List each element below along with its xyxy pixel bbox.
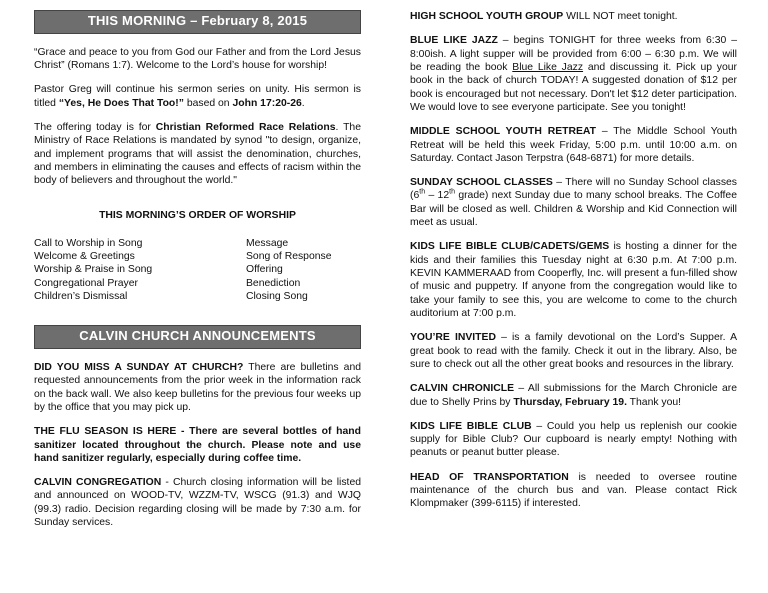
greeting-paragraph: “Grace and peace to you from God our Father and from the Lord Jesus Christ” (Romans 1:7). Welcome to the Lord’s house for worship!	[34, 46, 361, 71]
transportation-paragraph	[410, 471, 737, 511]
sermon-reference: John 17:20-26	[232, 97, 302, 109]
offering-name: Christian Reformed Race Relations	[155, 121, 336, 133]
youth-group-paragraph	[410, 10, 737, 23]
order-item: Call to Worship in Song	[34, 237, 143, 249]
youth-group-text: WILL NOT meet tonight.	[563, 11, 678, 22]
offering-text: The offering today is for	[34, 121, 156, 133]
order-item: Welcome & Greetings	[34, 251, 135, 263]
chronicle-text: – All submissions for the March Chronicle are due to Shelly Prins by	[410, 383, 737, 408]
sunday-school-text: – There will no Sunday School classes (6	[410, 177, 737, 202]
sermon-title: “Yes, He Does That Too!”	[58, 97, 184, 109]
sunday-school-heading: SUNDAY SCHOOL CLASSES	[410, 177, 553, 189]
superscript: th	[449, 188, 455, 196]
order-of-worship	[34, 237, 361, 304]
offering-description: . The Ministry of Race Relations is mandated by synod "to design, organize, and implement programs that will assist the denomination, churches, and members in eliminating the causes and effects of racism within the body of believers and throughout the world."	[34, 121, 361, 187]
order-item: Offering	[246, 264, 283, 276]
missed-sunday-text: There are bulletins and requested announcements from the prior week in the information rack on the back wall. We also keep bulletins for the previous four weeks up by the office that you may pick up.	[34, 361, 361, 413]
chronicle-text-end: Thank you!	[626, 396, 682, 408]
transportation-heading: HEAD OF TRANSPORTATION	[410, 471, 569, 483]
sermon-text: Pastor Greg will continue his sermon series on unity. His sermon is titled	[34, 84, 361, 109]
youre-invited-text: – is a family devotional on the Lord’s Supper. A great book to read with the family. Check it out in the library. Also, be sure to check out all the other great books and resources in the library.	[410, 332, 737, 370]
left-column	[34, 10, 361, 540]
book-title: Blue Like Jazz	[512, 61, 584, 73]
order-item: Benediction	[246, 277, 301, 289]
missed-sunday-heading: DID YOU MISS A SUNDAY AT CHURCH?	[34, 361, 244, 373]
retreat-text: – The Middle School Youth Retreat will be held this week Friday, 5:00 p.m. until 10:00 a.m. on Saturday. Contact Jason Terpstra (648-6871) for more details.	[410, 126, 737, 164]
sunday-school-paragraph	[410, 176, 737, 229]
kids-life-dinner-heading: KIDS LIFE BIBLE CLUB/CADETS/GEMS	[410, 241, 610, 253]
flu-season-text: THE FLU SEASON IS HERE - There are several bottles of hand sanitizer located throughout the church. Please note and use hand sanitizer regularly, especially during coffee time.	[34, 426, 361, 464]
right-column	[410, 10, 737, 522]
order-item: Closing Song	[246, 291, 308, 302]
kids-life-dinner-paragraph	[410, 240, 737, 320]
order-item: Worship & Praise in Song	[34, 264, 153, 276]
order-column-1	[34, 237, 246, 304]
retreat-paragraph	[410, 125, 737, 165]
order-column-2	[246, 237, 361, 304]
retreat-heading: MIDDLE SCHOOL YOUTH RETREAT	[410, 126, 597, 138]
blue-like-jazz-text-2: and discussing it. Pick up your book in the back of church TODAY! A suggested donation of $12 per book is encouraged but not necessary. Don't let $12 deter participation. We would love to see everyone participate. See you tonight!	[410, 61, 737, 113]
blue-like-jazz-text: – begins TONIGHT for three weeks from 6:30 – 8:00ish. A light supper will be provided from 6:00 – 6:30 p.m. We will be reading the book	[410, 35, 737, 73]
announcements-banner: CALVIN CHURCH ANNOUNCEMENTS	[34, 325, 361, 349]
order-of-worship-heading: THIS MORNING’S ORDER OF WORSHIP	[99, 210, 296, 222]
order-item: Song of Response	[246, 251, 332, 263]
congregation-heading: CALVIN CONGREGATION	[34, 477, 162, 489]
congregation-paragraph	[34, 476, 361, 529]
superscript: th	[419, 188, 426, 196]
bible-club-heading: KIDS LIFE BIBLE CLUB	[410, 420, 532, 432]
sermon-text-end: .	[301, 97, 305, 109]
bible-club-text: – Could you help us replenish our cookie supply for Bible Club? Our cupboard is nearly empty! Nothing with peanuts or peanut butter please.	[410, 420, 737, 459]
this-morning-banner: THIS MORNING – February 8, 2015	[34, 10, 361, 34]
kids-life-dinner-text: is hosting a dinner for the kids and their families this Tuesday night at 6:30 p.m. At 7:00 p.m. KEVIN KAMMERAAD from Cooperfly, Inc. will present a fun-filled show of music and puppetry. If anyone from the congregation would like to take your family to see this, you are welcome to come to the church auditorium at 7:00 p.m.	[410, 241, 737, 319]
congregation-text: - Church closing information will be listed and announced on WOOD-TV, WZZM-TV, WSCG (91.3) and WJQ (99.3) radio. Decision regarding closing will be made by 7:30 a.m. for Sunday services.	[34, 477, 362, 529]
sunday-school-text-3: grade) next Sunday due to many school breaks. The Coffee Bar will be closed as well. Children & Worship and Kid Connection will meet as usual.	[410, 190, 737, 229]
youre-invited-heading: YOU’RE INVITED	[410, 332, 496, 344]
youth-group-heading: HIGH SCHOOL YOUTH GROUP	[410, 11, 564, 22]
youre-invited-paragraph	[410, 331, 737, 371]
sermon-paragraph	[34, 83, 361, 110]
blue-like-jazz-paragraph	[410, 34, 737, 114]
transportation-text: is needed to oversee routine maintenance of the church bus and van. Please contact Rick Klompmaker (399-6115) if interested.	[410, 471, 737, 510]
order-item: Congregational Prayer	[34, 277, 138, 289]
missed-sunday-paragraph	[34, 361, 361, 414]
chronicle-paragraph	[410, 382, 737, 409]
chronicle-heading: CALVIN CHRONICLE	[410, 383, 515, 395]
offering-paragraph	[34, 121, 361, 188]
sunday-school-text-2: – 12	[425, 190, 450, 202]
flu-season-paragraph	[34, 425, 361, 465]
order-item: Children’s Dismissal	[34, 291, 128, 302]
bible-club-paragraph	[410, 420, 737, 460]
order-item: Message	[246, 237, 289, 249]
blue-like-jazz-heading: BLUE LIKE JAZZ	[410, 35, 498, 47]
sermon-text-mid: based on	[183, 97, 233, 109]
chronicle-date: Thursday, February 19.	[513, 396, 627, 408]
